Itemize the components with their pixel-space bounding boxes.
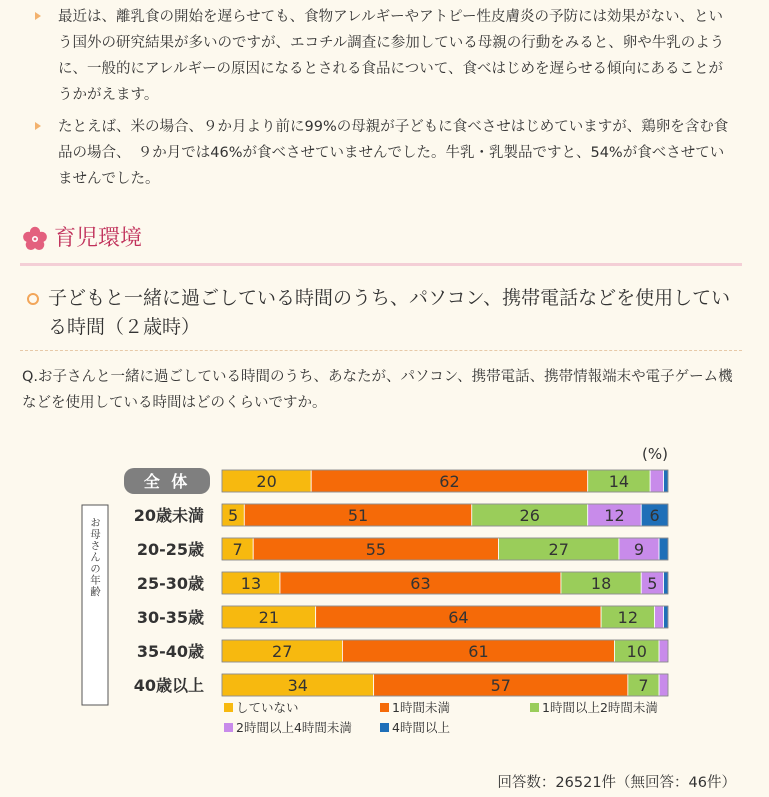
data-label: 6 [649, 506, 660, 525]
category-label: 25-30歳 [136, 574, 204, 593]
circle-bullet-icon [27, 293, 39, 305]
legend-label: 1時間以上2時間未満 [542, 700, 658, 715]
data-label: 20 [256, 472, 277, 491]
triangle-bullet-icon [35, 122, 41, 130]
data-label: 61 [468, 642, 489, 661]
data-label: 51 [347, 506, 369, 525]
data-label: 14 [608, 472, 630, 491]
data-label: 10 [626, 642, 647, 661]
bar-segment [659, 538, 668, 560]
percent-unit-label: (%) [642, 445, 668, 463]
bar-segment [664, 470, 668, 492]
data-label: 12 [604, 506, 625, 525]
legend-swatch [224, 723, 233, 732]
data-label: 7 [232, 540, 243, 559]
bar-segment [664, 572, 668, 594]
data-label: 27 [548, 540, 569, 559]
question-text: Q.お子さんと一緒に過ごしている時間のうち、あなたが、パソコン、携帯電話、携帯情報端末や電子ゲーム機などを使用している時間はどのくらいですか。 [22, 369, 733, 411]
subsection-title [30, 284, 740, 342]
legend-label: 1時間未満 [392, 700, 450, 715]
bar-segment [650, 470, 663, 492]
triangle-bullet-icon [35, 12, 41, 20]
bullet-text: 最近は、離乳食の開始を遅らせても、食物アレルギーやアトピー性皮膚炎の予防には効果がない、という国外の研究結果が多いのですが、エコチル調査に参加している母親の行動をみると、卵や牛乳のように、一般的にアレルギーの原因になるとされる食品について、食べはじめを遅らせる傾向にあることがうかがえます。 [58, 9, 725, 103]
category-label: 20-25歳 [136, 540, 204, 559]
data-label: 63 [410, 574, 431, 593]
category-label: 全 体 [143, 472, 191, 491]
legend-swatch [530, 703, 539, 712]
section-divider [20, 263, 742, 266]
legend-swatch [380, 723, 389, 732]
bullet-paragraph [44, 4, 734, 108]
dotted-divider [20, 350, 742, 351]
data-label: 64 [448, 608, 469, 627]
age-group-label: お母さんの年齢 [89, 517, 101, 598]
bar-segment [664, 606, 668, 628]
data-label: 7 [638, 676, 649, 695]
data-label: 9 [633, 540, 645, 559]
legend-label: 4時間以上 [392, 720, 450, 735]
legend-label: 2時間以上4時間未満 [236, 720, 352, 735]
flower-icon [22, 226, 48, 252]
data-label: 5 [228, 506, 239, 525]
data-label: 34 [287, 676, 308, 695]
response-count-note: 回答数：26521件（無回答：46件） [497, 775, 736, 791]
data-label: 21 [258, 608, 280, 627]
section-title: 育児環境 [54, 226, 143, 251]
bullet-paragraph [44, 114, 734, 192]
data-label: 5 [647, 574, 658, 593]
data-label: 26 [519, 506, 540, 525]
data-label: 13 [240, 574, 262, 593]
bar-segment [659, 640, 668, 662]
legend-swatch [224, 703, 233, 712]
data-label: 18 [590, 574, 612, 593]
category-label: 40歳以上 [133, 676, 204, 695]
data-label: 55 [365, 540, 387, 559]
stacked-bar-chart [0, 430, 769, 770]
bar-segment [659, 674, 668, 696]
legend-swatch [380, 703, 389, 712]
bullet-text: たとえば、米の場合、９か月より前に99%の母親が子どもに食べさせはじめていますが、鶏卵を含む食品の場合、 ９か月では46%が食べさせていませんでした。牛乳・乳製品ですと、54%が食べさせていませんでした。 [58, 119, 729, 187]
category-label: 30-35歳 [136, 608, 204, 627]
category-label: 35-40歳 [136, 642, 204, 661]
data-label: 27 [272, 642, 293, 661]
data-label: 12 [617, 608, 639, 627]
legend-label: していない [236, 700, 299, 715]
subsection-title-text: 子どもと一緒に過ごしている時間のうち、パソコン、携帯電話などを使用している時間（２歳時） [48, 287, 731, 338]
data-label: 62 [439, 472, 460, 491]
bar-segment [655, 606, 664, 628]
category-label: 20歳未満 [133, 506, 204, 525]
data-label: 57 [490, 676, 511, 695]
